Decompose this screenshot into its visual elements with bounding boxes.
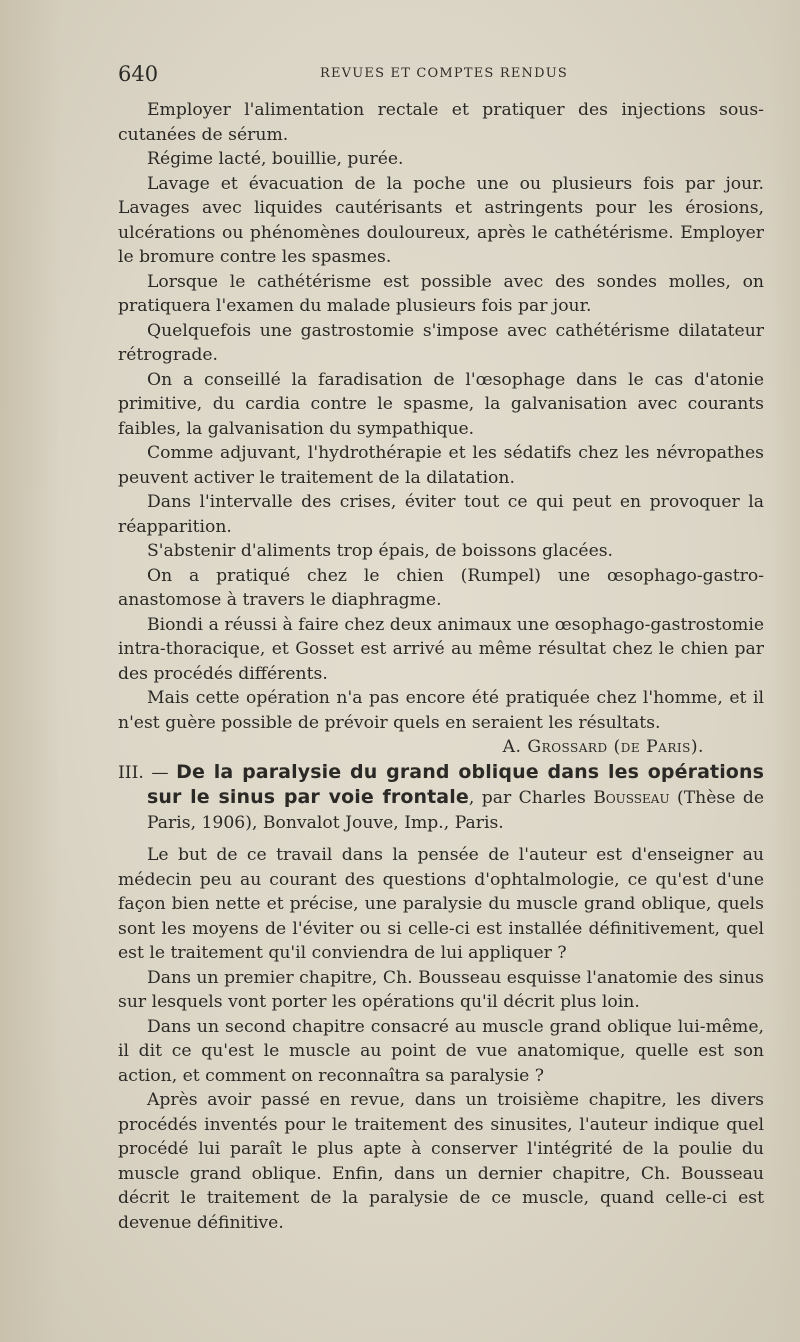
body-text xyxy=(118,98,764,1235)
page-shadow-right xyxy=(770,0,800,1342)
paragraph: On a pratiqué chez le chien (Rumpel) une œsophago-gastro-anastomose à travers le diaphragme. xyxy=(118,565,764,610)
spacer xyxy=(118,835,764,843)
page-shadow-left xyxy=(0,0,60,1342)
paragraph: S'abstenir d'aliments trop épais, de boissons glacées. xyxy=(147,541,614,561)
citation-details: (Thèse de Paris, 1906), Bonvalot Jouve, Imp., Paris. xyxy=(147,788,764,833)
paragraph: Comme adjuvant, l'hydrothérapie et les sédatifs chez les névropathes peuvent activer le traitement de la dilatation. xyxy=(118,443,764,488)
paragraph: Régime lacté, bouillie, purée. xyxy=(147,149,404,169)
paragraph: Mais cette opération n'a pas encore été pratiquée chez l'homme, et il n'est guère possible de prévoir quels en seraient les résultats. xyxy=(118,688,764,733)
paragraph: Lavage et évacuation de la poche une ou plusieurs fois par jour. Lavages avec liquides cautérisants et astringents pour les érosions, ulcérations ou phénomènes douloureux, après le cathétérisme. Employer le bromure contre les spasmes. xyxy=(118,173,764,267)
citation-author: Bousseau xyxy=(593,788,670,808)
paragraph: Le but de ce travail dans la pensée de l'auteur est d'enseigner au médecin peu au courant des questions d'ophtalmologie, ce qu'est d'une façon bien nette et précise, une paralysie du muscle grand oblique, quels sont les moyens de l'éviter ou si celle-ci est installée définitivement, quel est le traitement qu'il conviendra de lui appliquer ? xyxy=(118,845,764,963)
paragraph: On a conseillé la faradisation de l'œsophage dans le cas d'atonie primitive, du cardia contre le spasme, la galvanisation avec courants faibles, la galvanisation du sympathique. xyxy=(118,369,764,439)
page-header xyxy=(118,62,770,86)
section-title: De la paralysie du grand oblique dans les opérations sur le sinus par voie frontale xyxy=(147,760,764,808)
paragraph: Lorsque le cathétérisme est possible avec des sondes molles, on pratiquera l'examen du malade plusieurs fois par jour. xyxy=(118,271,764,316)
citation-prefix: , par Charles xyxy=(468,788,594,808)
section-number: III. — xyxy=(118,762,177,783)
paragraph: Dans un second chapitre consacré au muscle grand oblique lui-même, il dit ce qu'est le muscle au point de vue anatomique, quelle est son action, et comment on reconnaîtra sa paralysie ? xyxy=(118,1016,764,1086)
section-heading xyxy=(118,760,764,836)
paragraph: Dans un premier chapitre, Ch. Bousseau esquisse l'anatomie des sinus sur lesquels vont porter les opérations qu'il décrit plus loin. xyxy=(118,967,764,1012)
paragraph: Dans l'intervalle des crises, éviter tout ce qui peut en provoquer la réapparition. xyxy=(118,492,764,537)
running-head: REVUES ET COMPTES RENDUS xyxy=(319,66,569,81)
paragraph: Biondi a réussi à faire chez deux animaux une œsophago-gastrostomie intra-thoracique, et Gosset est arrivé au même résultat chez le chien par des procédés différents. xyxy=(118,614,764,684)
page-number: 640 xyxy=(118,62,159,86)
paragraph: Employer l'alimentation rectale et pratiquer des injections sous-cutanées de sérum. xyxy=(118,100,764,145)
review-signature: A. Grossard (de Paris). xyxy=(502,737,704,757)
paragraph: Quelquefois une gastrostomie s'impose avec cathétérisme dilatateur rétrograde. xyxy=(118,320,764,365)
paragraph: Après avoir passé en revue, dans un troisième chapitre, les divers procédés inventés pour le traitement des sinusites, l'auteur indique quel procédé lui paraît le plus apte à conserver l'intégrité de la poulie du muscle grand oblique. Enfin, dans un dernier chapitre, Ch. Bousseau décrit le traitement de la paralysie de ce muscle, quand celle-ci est devenue définitive. xyxy=(118,1090,764,1233)
